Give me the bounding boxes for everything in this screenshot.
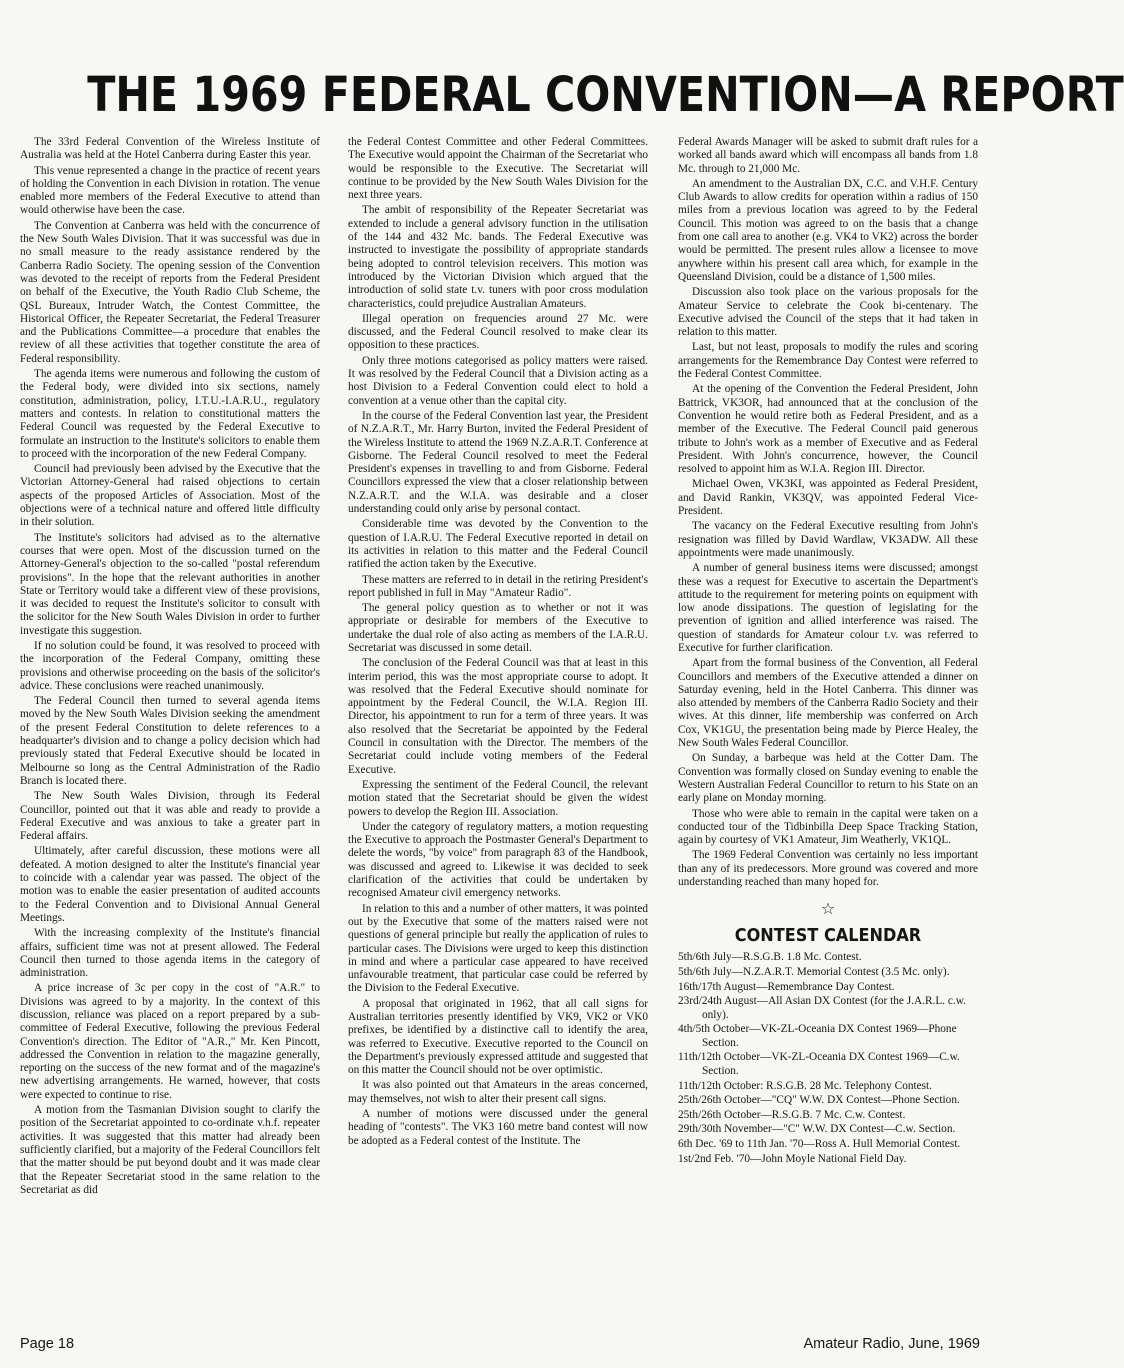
article-paragraph: The New South Wales Division, through its Federal Councillor, pointed out that it was able and ready to provide a Federal Executive and was anxious to take a greater part in Federal affairs. [20, 790, 320, 843]
article-paragraph: The Convention at Canberra was held with the concurrence of the New South Wales Division. That it was successful was due in no small measure to the ready assistance rendered by the Canberra Radio Society. The opening session of the Convention was devoted to the receipt of reports from the Federal President on behalf of the Executive, the Youth Radio Club Scheme, the QSL Bureaux, Intruder Watch, the Contest Committee, the Historical Officer, the Repeater Secretariat, the Federal Treasurer and the Publications Committee—a procedure that enables the review of all these activities that together constitute the area of Federal responsibility. [20, 219, 320, 365]
article-paragraph: The general policy question as to whether or not it was appropriate or desirable for members of the Executive to undertake the dual role of also acting as members of the I.A.R.U. Secretariat was discussed in some detail. [348, 602, 648, 654]
article-paragraph: Federal Awards Manager will be asked to submit draft rules for a worked all bands award which will encompass all bands from 1.8 Mc. through to 21,000 Mc. [678, 136, 978, 175]
article-paragraph: The Institute's solicitors had advised as to the alternative courses that were open. Most of the discussion turned on the Attorney-General's objection to the so-called "postal referendum provisions". In the hope that the relevant authorities in another State or Territory would take a different view of these provisions, it was decided to request the Institute's solicitor to consult with the solicitor for the New South Wales Division in order to further investigate this suggestion. [20, 531, 320, 637]
contest-calendar-item: 5th/6th July—N.Z.A.R.T. Memorial Contest (3.5 Mc. only). [678, 965, 950, 978]
article-paragraph: The vacancy on the Federal Executive resulting from John's resignation was filled by David Wardlaw, VK3ADW. All these appointments were made unanimously. [678, 520, 978, 559]
article-paragraph: Those who were able to remain in the capital were taken on a conducted tour of the Tidbinbilla Deep Space Tracking Station, again by courtesy of VK1 Amateur, Jim Weatherly, VK1QL. [678, 807, 978, 847]
contest-calendar-item: 4th/5th October—VK-ZL-Oceania DX Contest 1969—Phone Section. [678, 1023, 957, 1049]
article-paragraph: This venue represented a change in the practice of recent years of holding the Convention in each Division in rotation. The venue enabled more members of the Federal Executive to attend than would otherwise have been the case. [20, 164, 320, 217]
article-paragraph: A motion from the Tasmanian Division sought to clarify the position of the Secretariat appointed to co-ordinate v.h.f. repeater activities. It was suggested that this matter had already been sufficiently clarified, but a majority of the Federal Councillors felt that the matter should be put beyond doubt and it was made clear that the Repeater Secretariat stood in the same relation to the Secretariat as did [20, 1104, 320, 1196]
article-paragraph: It was also pointed out that Amateurs in the areas concerned, may themselves, not wish to alter their present call signs. [348, 1079, 648, 1105]
column-1 [20, 136, 320, 1332]
contest-calendar-item: 29th/30th November—"C" W.W. DX Contest—C.w. Section. [678, 1123, 956, 1136]
article-paragraph: Expressing the sentiment of the Federal Council, the relevant motion stated that the Secretariat should be given the widest powers to develop the Region III. Association. [348, 778, 648, 818]
article-paragraph: Considerable time was devoted by the Convention to the question of I.A.R.U. The Federal Executive reported in detail on its activities in relation to this matter and the Federal Council ratified the action taken by the Executive. [348, 518, 648, 571]
contest-calendar-item: 23rd/24th August—All Asian DX Contest (for the J.A.R.L. c.w. only). [678, 995, 966, 1021]
column-3-paragraphs [678, 136, 978, 889]
article-body [20, 136, 980, 1332]
article-paragraph: Council had previously been advised by the Executive that the Victorian Attorney-General had raised objections to certain aspects of the proposed Articles of Association. Most of the objections were of a technical nature and offered little difficulty in their solution. [20, 463, 320, 529]
article-paragraph: The 1969 Federal Convention was certainly no less important than any of its predecessors. More ground was covered and more understanding reached than many hoped for. [678, 849, 978, 889]
article-paragraph: Only three motions categorised as policy matters were raised. It was resolved by the Federal Council that a Division acting as a host Division to a Federal Convention could elect to hold a convention at a venue other than the capital city. [348, 354, 648, 407]
contest-calendar-item: 25th/26th October—R.S.G.B. 7 Mc. C.w. Contest. [678, 1108, 906, 1121]
article-paragraph: The 33rd Federal Convention of the Wireless Institute of Australia was held at the Hotel Canberra during Easter this year. [20, 136, 320, 162]
article-paragraph: With the increasing complexity of the Institute's financial affairs, sufficient time was not at present allowed. The Federal Council then turned to those agenda items in the category of administration. [20, 927, 320, 980]
page-number: Page 18 [20, 1336, 75, 1352]
article-paragraph: Illegal operation on frequencies around 27 Mc. were discussed, and the Federal Council resolved to make clear its opposition to these practices. [348, 312, 648, 352]
contest-calendar-item: 6th Dec. '69 to 11th Jan. '70—Ross A. Hull Memorial Contest. [678, 1138, 961, 1151]
contest-calendar-item: 11th/12th October—VK-ZL-Oceania DX Contest 1969—C.w. Section. [678, 1051, 960, 1078]
column-2 [348, 136, 648, 1332]
contest-calendar-item: 1st/2nd Feb. '70—John Moyle National Field Day. [678, 1152, 907, 1165]
article-paragraph: The Federal Council then turned to several agenda items moved by the New South Wales Division seeking the amendment of the present Federal Constitution to delete references to a headquarter's division and to change a policy decision which had previously stated that Federal Executive should be located in Melbourne so long as the Central Administration of the Radio Branch is located there. [20, 695, 320, 787]
contest-calendar-item: 5th/6th July—R.S.G.B. 1.8 Mc. Contest. [678, 951, 862, 964]
article-paragraph: In relation to this and a number of other matters, it was pointed out by the Executive that some of the matters raised were not questions of general principle but really the application of rules to particular cases. The Divisions were urged to keep this distinction in mind and where a particular case appeared to have received unfavourable treatment, that particular case could be referred by the Division to the Federal Executive. [348, 902, 648, 995]
article-paragraph: A number of motions were discussed under the general heading of "contests". The VK3 160 metre band contest will now be adopted as a Federal contest of the Institute. The [348, 1108, 648, 1147]
article-paragraph: A proposal that originated in 1962, that all call signs for Australian territories presently identified by VK9, VK2 or VK0 prefixes, be identified by a distinctive call to identify the area, was referred to Executive. Executive reported to the Council on the Department's previously expressed attitude and suggested that on this matter the Council should not be over optimistic. [348, 997, 648, 1077]
article-paragraph: On Sunday, a barbeque was held at the Cotter Dam. The Convention was formally closed on Sunday evening to enable the Western Australian Federal Councillor to return to his State on an early plane on Monday morning. [678, 752, 978, 805]
article-paragraph: If no solution could be found, it was resolved to proceed with the incorporation of the Federal Company, omitting these provisions and otherwise proceeding on the basis of the solicitor's advice. These conclusions were reached unanimously. [20, 639, 320, 692]
page-footer [20, 1336, 980, 1354]
article-headline: THE 1969 FEDERAL CONVENTION—A REPORT [87, 67, 1124, 123]
article-paragraph: The agenda items were numerous and following the custom of the Federal body, were divided into six sections, namely constitution, administration, policy, I.T.U.-I.A.R.U., regulatory matters and contests. In relation to constitutional matters the Federal Council was requested by the Federal Executive to formulate an instruction to the Institute's solicitors to enable them to proceed with the incorporation of the new Federal Company. [20, 368, 320, 460]
contest-calendar-title: CONTEST CALENDAR [734, 926, 922, 947]
column-3 [678, 136, 978, 1332]
star-divider: ☆ [820, 899, 836, 919]
article-paragraph: the Federal Contest Committee and other Federal Committees. The Executive would appoint the Chairman of the Secretariat who would be responsible to the Executive. The Secretariat will continue to be provided by the New South Wales Division for the next three years. [348, 136, 648, 202]
article-paragraph: Apart from the formal business of the Convention, all Federal Councillors and members of the Executive attended a dinner on Saturday evening, held in the Hotel Canberra. This dinner was also attended by members of the Canberra Radio Society and their wives. At this dinner, life membership was conferred on Arch Cox, VK1GU, the presentation being made by Pierce Healey, the New South Wales Federal Councillor. [678, 657, 978, 750]
article-paragraph: At the opening of the Convention the Federal President, John Battrick, VK3OR, had announced that at the conclusion of the Convention he would retire both as Federal President, and as a member of the Executive. The Federal Council paid generous tribute to John's work as a member of Executive and as Federal President. With John's concurrence, however, the Council resolved to appoint him as W.I.A. Region III. Director. [678, 383, 978, 476]
article-paragraph: Ultimately, after careful discussion, these motions were all defeated. A motion designed to alter the Institute's financial year to coincide with a calendar year was passed. The object of the motion was to enable the easier presentation of audited accounts to the Federal Convention and to Divisional Annual General Meetings. [20, 845, 320, 924]
publication-line: Amateur Radio, June, 1969 [803, 1336, 980, 1352]
article-paragraph: The ambit of responsibility of the Repeater Secretariat was extended to include a general advisory function in the utilisation of the 144 and 432 Mc. bands. The Federal Executive was instructed to investigate the possibility of appropriate standards being adopted to control television receivers. This motion was introduced by the Victorian Division which argued that the introduction of solid state t.v. tuners with poor cross modulation characteristics, could prejudice Australian Amateurs. [348, 204, 648, 310]
article-paragraph: These matters are referred to in detail in the retiring President's report published in full in May "Amateur Radio". [348, 573, 648, 599]
article-paragraph: Discussion also took place on the various proposals for the Amateur Service to celebrate the Cook bi-centenary. The Executive advised the Council of the steps that it had taken in relation to this matter. [678, 286, 978, 339]
contest-calendar [678, 925, 978, 1166]
contest-calendar-item: 11th/12th October: R.S.G.B. 28 Mc. Telephony Contest. [678, 1079, 933, 1092]
article-paragraph: Michael Owen, VK3KI, was appointed as Federal President, and David Rankin, VK3QV, was appointed Federal Vice-President. [678, 478, 978, 518]
contest-calendar-item: 25th/26th October—"CQ" W.W. DX Contest—Phone Section. [678, 1094, 960, 1107]
article-paragraph: Last, but not least, proposals to modify the rules and scoring arrangements for the Remembrance Day Contest were referred to the Federal Contest Committee. [678, 341, 978, 381]
article-paragraph: A number of general business items were discussed; amongst these was a request for Executive to ascertain the Department's attitude to the requirement for metering points on equipment with low anode dissipations. The question of legislating for the prevention of ignition and allied interference was raised. The question of standards for Amateur colour t.v. was referred to Executive for further clarification. [678, 562, 978, 654]
article-paragraph: A price increase of 3c per copy in the cost of "A.R." to Divisions was agreed to by a majority. In the context of this discussion, reliance was placed on a report prepared by a sub-committee of Federal Executive, following the previous Federal Convention's direction. The Editor of "A.R.," Mr. Ken Pincott, addressed the Convention in relation to the magazine generally, reporting on the success of the new format and of the magazine's new advertising arrangements. He warned, however, that costs were expected to continue to rise. [20, 982, 320, 1101]
article-paragraph: Under the category of regulatory matters, a motion requesting the Executive to approach the Postmaster General's Department to delete the words, "by voice" from paragraph 83 of the Handbook, was discussed and agreed to. Likewise it was decided to seek clarification of the activities that could be undertaken by recognised Amateur civil emergency networks. [348, 820, 648, 900]
article-paragraph: An amendment to the Australian DX, C.C. and V.H.F. Century Club Awards to allow credits for operation within a radius of 150 miles from a previous location was agreed to by the Federal Council. This motion was agreed to on the basis that a change from one call area to another (e.g. VK4 to VK2) across the border would be permitted. The present rules allow a licensee to move anywhere within his present call area which, for example in the Queensland Division, could be a distance of 1,500 miles. [678, 177, 978, 283]
article-paragraph: The conclusion of the Federal Council was that at least in this interim period, this was the most appropriate course to adopt. It was resolved that the Federal Executive should nominate for appointment by the Federal Council, the W.I.A. Region III. Director, his appointment to run for a term of three years. It was also resolved that the Secretariat be appointed by the Federal Council in consultation with the Director. The members of the Secretariat could include voting members of the Federal Executive. [348, 657, 648, 776]
contest-calendar-item: 16th/17th August—Remembrance Day Contest. [678, 980, 895, 993]
article-paragraph: In the course of the Federal Convention last year, the President of N.Z.A.R.T., Mr. Harry Burton, invited the Federal President of the Wireless Institute to attend the 1969 N.Z.A.R.T. Conference at Gisborne. The Federal Council resolved to meet the Federal President's expenses in travelling to and from Gisborne. Federal Councillors expressed the view that a closer relationship between N.Z.A.R.T. and the W.I.A. was desirable and a closer understanding could only arise by personal contact. [348, 409, 648, 516]
contest-calendar-list [678, 951, 978, 1166]
